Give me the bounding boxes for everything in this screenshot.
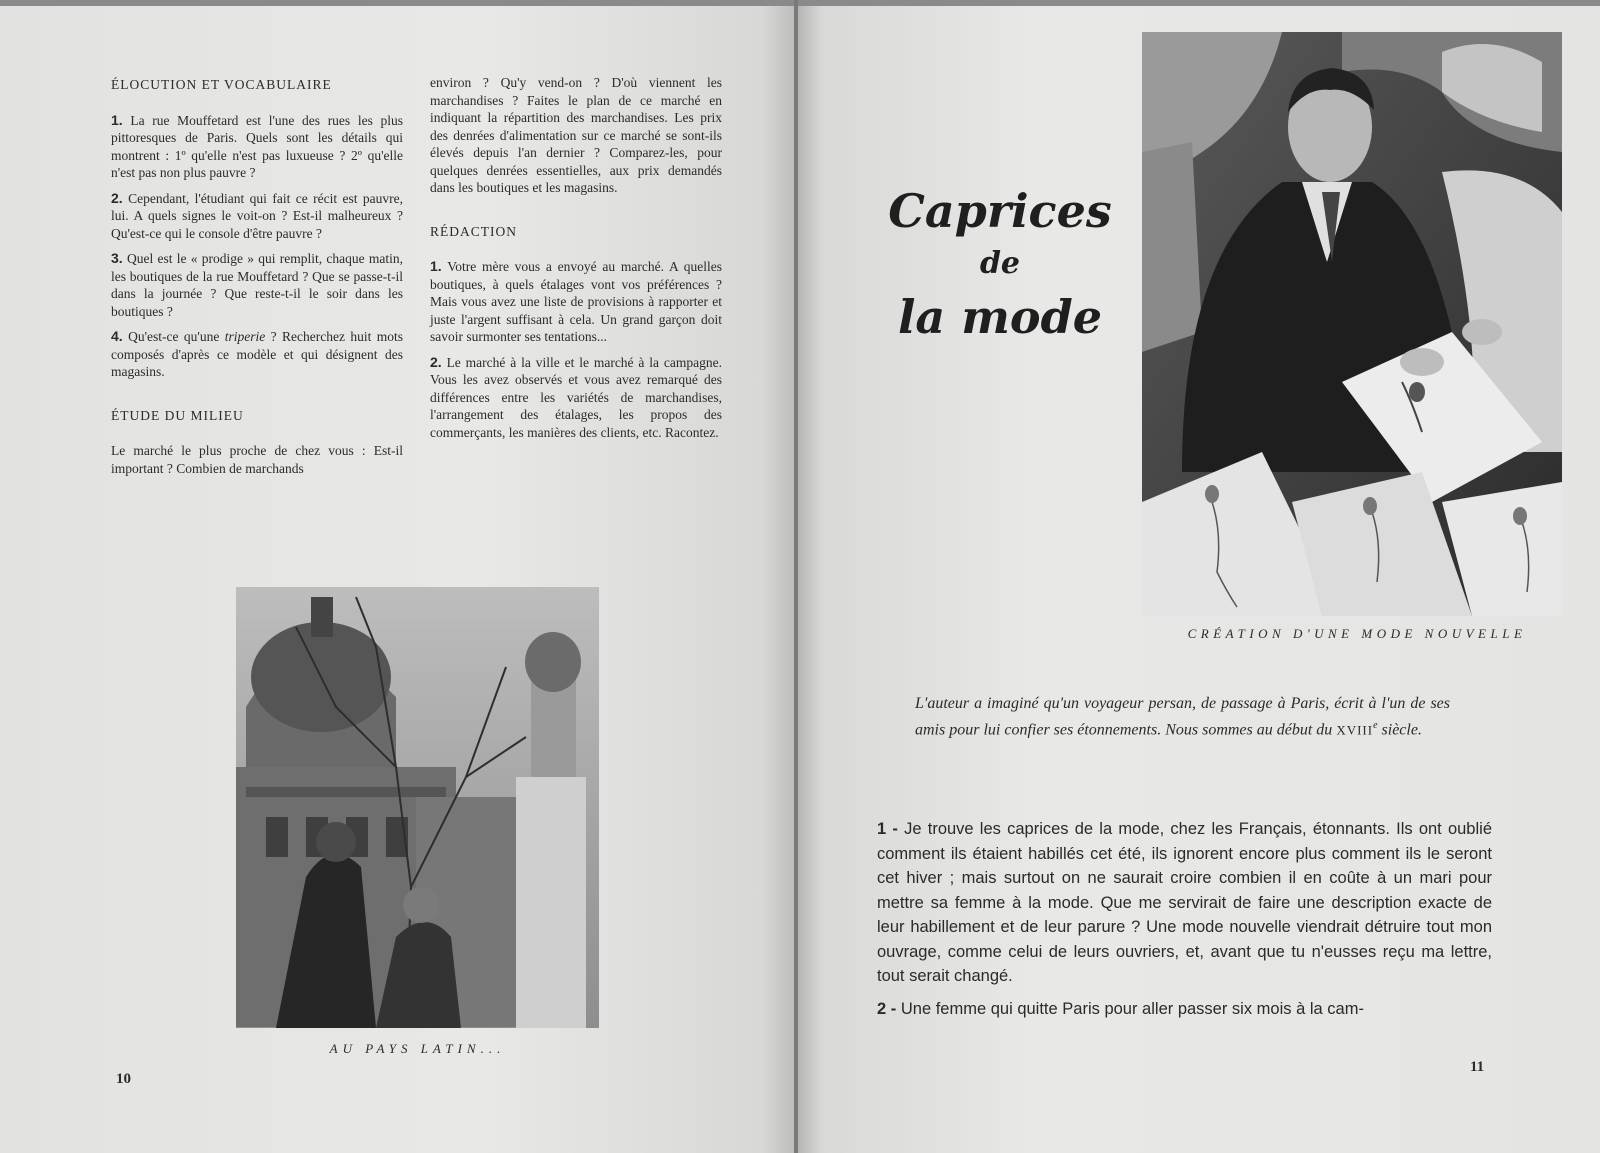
photo-fashion-designer <box>1142 32 1562 616</box>
right-column <box>430 74 722 449</box>
section-heading-elocution: ÉLOCUTION ET VOCABULAIRE <box>111 77 332 92</box>
photo-caption-right: CRÉATION D'UNE MODE NOUVELLE <box>1187 626 1527 641</box>
body-paragraph <box>877 817 1492 989</box>
photo-latin-quarter-image <box>236 587 599 1028</box>
paragraph-number: 2 - <box>877 999 897 1018</box>
section-heading-redaction: RÉDACTION <box>430 223 517 239</box>
chapter-introduction <box>915 693 1450 741</box>
question-text: Cependant, l'étudiant qui fait ce récit est pauvre, lui. A quels signes le voit-on ? Est-il malheureux ? Qu'est-ce qui le console d'être pauvre ? <box>111 190 403 241</box>
intro-text-end: siècle. <box>1377 721 1422 739</box>
paragraph-text: Je trouve les caprices de la mode, chez les Français, étonnants. Ils ont oublié comment ils étaient habillés cet été, ils ignorent encore plus comment ils le seront cet hiver ; mais surtout on ne saurait croire combien il en coûte à un mari pour mettre sa femme à la mode. Que me servirait de faire une description exacte de leur habillement et de leur parure ? Une mode nouvelle viendrait détruire tout mon ouvrage, comme celui de leurs ouvriers, et, avant que tu n'eusses reçu ma lettre, tout serait changé. <box>877 820 1492 985</box>
photo-caption-left: AU PAYS LATIN... <box>329 1041 506 1056</box>
question-text-italic: triperie <box>224 329 266 344</box>
question-item <box>111 328 403 381</box>
intro-text: L'auteur a imaginé qu'un voyageur persan, de passage à Paris, écrit à l'un de ses amis pour lui confier ses étonnements. Nous sommes au début du <box>915 695 1450 739</box>
redaction-number: 2. <box>430 353 442 370</box>
title-line-caprices: Caprices <box>888 184 1112 238</box>
intro-century-suffix: e <box>1373 720 1378 731</box>
redaction-text: Votre mère vous a envoyé au marché. A quelles boutiques, à quels étalages vont vos préférences ? Mais vous avez une liste de provisions à rapporter et juste l'argent suffisant à cela. Un grand garçon doit savoir surmonter ses tentations... <box>430 259 722 344</box>
redaction-text: Le marché à la ville et le marché à la campagne. Vous les avez observés et vous avez remarqué des différences entre les variétés de marchandises, l'arrangement des étalages, les propos des commerçants, les manières des clients, etc. Racontez. <box>430 354 722 440</box>
milieu-text-part1: Le marché le plus proche de chez vous : Est-il important ? Combien de marchands <box>111 443 403 476</box>
question-text: Quel est le « prodige » qui remplit, chaque matin, les boutiques de la rue Mouffetard ? Que se passe-t-il dans la journée ? Que reste-t-il le soir dans les boutiques ? <box>111 251 403 319</box>
question-number: 4. <box>111 328 123 344</box>
question-number: 2. <box>111 189 123 206</box>
question-text: Qu'est-ce qu'une <box>128 329 225 344</box>
left-page <box>0 6 794 1153</box>
photo-fashion-designer-image <box>1142 32 1562 616</box>
milieu-text-part2: environ ? Qu'y vend-on ? D'où viennent les marchandises ? Faites le plan de ce marché en indiquant la répartition des marchandises. Les prix des denrées d'alimentation sur ce marché se sont-ils élevés depuis l'an dernier ? Comparez-les, pour quelques denrées essentielles, aux prix demandés dans les boutiques et les magasins. <box>430 75 722 195</box>
question-item <box>111 190 403 243</box>
left-column <box>111 76 403 485</box>
page-number-right: 11 <box>1470 1059 1485 1075</box>
redaction-number: 1. <box>430 258 442 274</box>
body-paragraph <box>877 997 1492 1022</box>
section-heading-milieu: ÉTUDE DU MILIEU <box>111 407 244 423</box>
chapter-body <box>877 817 1492 1029</box>
question-text: ? Recherchez huit mots composés d'après ce modèle et qui désignent des magasins. <box>111 329 403 379</box>
question-number: 1. <box>111 111 123 128</box>
page-number-left: 10 <box>116 1071 131 1087</box>
question-item <box>111 112 403 182</box>
question-text: La rue Mouffetard est l'une des rues les plus pittoresques de Paris. Quels sont les détails qui montrent : 1º qu'elle n'est pas luxueuse ? 2º qu'elle n'est pas non plus pauvre ? <box>111 112 404 180</box>
redaction-item <box>430 354 722 442</box>
redaction-item <box>430 258 722 346</box>
title-line-de: de <box>979 246 1021 281</box>
intro-century: XVIII <box>1336 722 1374 738</box>
photo-latin-quarter <box>236 587 599 1028</box>
question-item <box>111 250 403 320</box>
chapter-title <box>880 180 1120 348</box>
question-number: 3. <box>111 250 123 266</box>
paragraph-text: Une femme qui quitte Paris pour aller passer six mois à la cam- <box>900 999 1364 1018</box>
title-line-la-mode: la mode <box>897 290 1103 344</box>
paragraph-number: 1 - <box>877 820 898 838</box>
